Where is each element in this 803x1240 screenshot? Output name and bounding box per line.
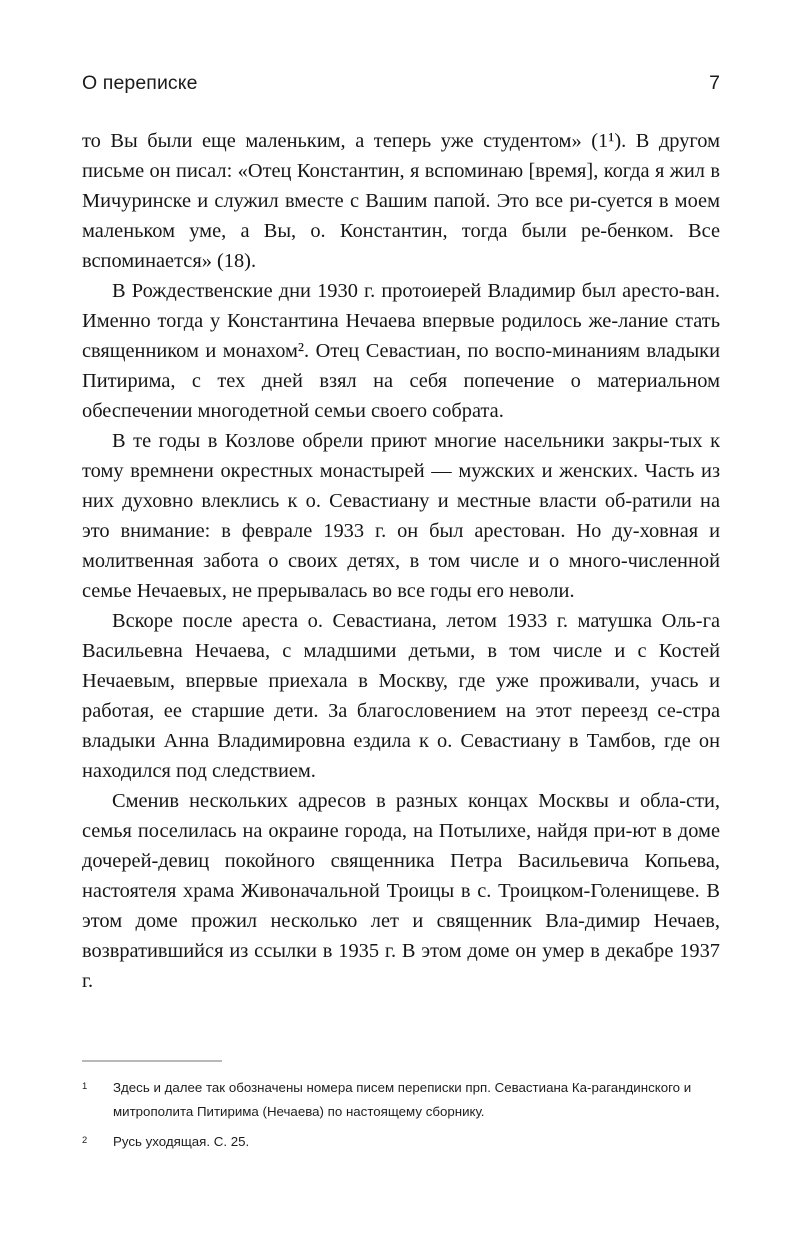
footnotes-section [82,1060,720,1160]
paragraph: Сменив нескольких адресов в разных концах Москвы и обла-сти, семья поселилась на окраине города, на Потылихе, найдя при-ют в доме дочерей-девиц покойного священника Петра Васильевича Копьева, настоятеля храма Живоначальной Троицы в с. Троицком-Голенищеве. В этом доме прожил несколько лет и священник Вла-димир Нечаев, возвратившийся из ссылки в 1935 г. В этом доме он умер в декабре 1937 г. [82,790,720,992]
footnote-item [82,1076,720,1124]
running-head [82,72,720,100]
paragraph: то Вы были еще маленьким, а теперь уже студентом» (1¹). В другом письме он писал: «Отец Константин, я вспоминаю [время], когда я жил в Мичуринске и служил вместе с Вашим папой. Это все ри-суется в моем маленьком уме, а Вы, о. Константин, тогда были ре-бенком. Все вспоминается» (18). [82,130,720,272]
body-text-column [82,126,720,996]
paragraph: В те годы в Козлове обрели приют многие насельники закры-тых к тому времнени окрестных монастырей — мужских и женских. Часть из них духовно влеклись к о. Севастиану и местные власти об-ратили на это внимание: в феврале 1933 г. он был арестован. Но ду-ховная и молитвенная забота о своих детях, в том числе и о много-численной семье Нечаевых, не прерывалась во все годы его неволи. [82,430,720,602]
footnote-marker: 2 [82,1133,88,1145]
footnote-text: Русь уходящая. С. 25. [113,1133,250,1149]
page-number: 7 [709,72,720,94]
footnote-separator-rule [82,1060,222,1062]
footnote-marker: 1 [82,1079,88,1091]
footnote-item [82,1130,720,1154]
paragraph: В Рождественские дни 1930 г. протоиерей Владимир был аресто-ван. Именно тогда у Константина Нечаева впервые родилось же-лание стать священником и монахом². Отец Севастиан, по воспо-минаниям владыки Питирима, с тех дней взял на себя попечение о материальном обеспечении многодетной семьи своего собрата. [82,280,720,422]
footnote-text: Здесь и далее так обозначены номера писем переписки прп. Севастиана Ка-рагандинского и митрополита Питирима (Нечаева) по настоящему сборнику. [113,1079,692,1119]
paragraph: Вскоре после ареста о. Севастиана, летом 1933 г. матушка Оль-га Васильевна Нечаева, с младшими детьми, в том числе и с Костей Нечаевым, впервые приехала в Москву, где уже проживали, учась и работая, ее старшие дети. За благословением на этот переезд се-стра владыки Анна Владимировна ездила к о. Севастиану в Тамбов, где он находился под следствием. [82,610,720,782]
running-head-title: О переписке [82,72,198,94]
